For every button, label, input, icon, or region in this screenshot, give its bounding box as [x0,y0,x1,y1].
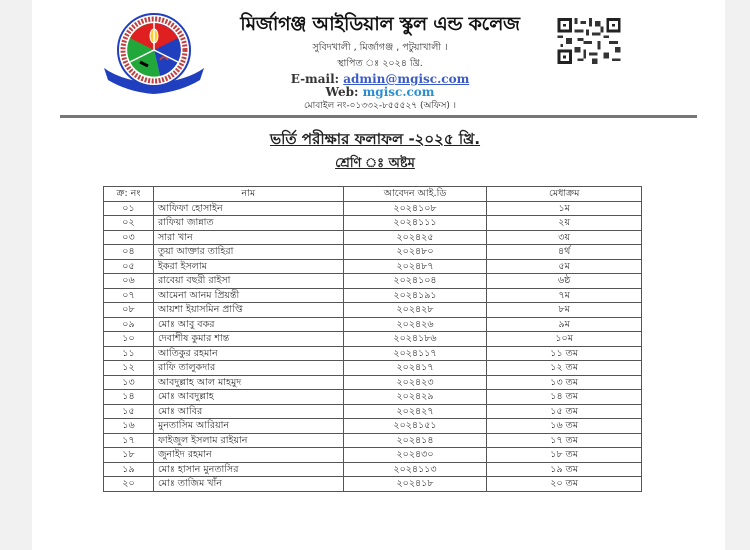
serial-cell: ১২ [104,361,154,376]
name-cell: তুয়া আক্তার তাহিরা [153,245,343,260]
application-id-cell: ২০২৪১১৭ [343,346,487,361]
application-id-cell: ২০২৪৮৭ [343,259,487,274]
name-cell: মোঃ হাসান মুনতাসির [153,462,343,477]
application-id-cell: ২০২৪১০৮ [343,201,487,216]
rank-cell: ১৭ তম [487,433,642,448]
name-cell: মুনতাসিম আরিয়ান [153,419,343,434]
name-cell: রাফি তালুকদার [153,361,343,376]
header-divider [60,115,697,118]
rank-cell: ১০ম [487,332,642,347]
rank-cell: ৯ম [487,317,642,332]
rank-cell: ১৮ তম [487,448,642,463]
rank-cell: ১৯ তম [487,462,642,477]
table-row [104,303,642,318]
column-header-application-id: আবেদন আই.ডি [343,187,487,202]
results-table [103,186,642,492]
name-cell: আফিফা হোসাইন [153,201,343,216]
name-cell: দেবাশীষ কুমার শান্ত [153,332,343,347]
serial-cell: ২০ [104,477,154,492]
application-id-cell: ২০২৪২৬ [343,317,487,332]
result-title: ভর্তি পরীক্ষার ফলাফল -২০২৫ খ্রি. [269,130,481,148]
rank-cell: ১৪ তম [487,390,642,405]
table-row [104,201,642,216]
school-address: সুবিদখালী , মির্জাগঞ্জ , পটুয়াখালী । [312,42,448,53]
rank-cell: ১৬ তম [487,419,642,434]
name-cell: মোঃ আবু বকর [153,317,343,332]
rank-cell: ১ম [487,201,642,216]
table-row [104,288,642,303]
rank-cell: ৫ম [487,259,642,274]
application-id-cell: ২০২৪২৮ [343,303,487,318]
application-id-cell: ২০২৪১৯১ [343,288,487,303]
name-cell: ইকরা ইসলাম [153,259,343,274]
table-row [104,332,642,347]
name-cell: মোঃ আবির [153,404,343,419]
table-row [104,245,642,260]
serial-cell: ০২ [104,216,154,231]
application-id-cell: ২০২৪২৭ [343,404,487,419]
serial-cell: ১০ [104,332,154,347]
rank-cell: ১২ তম [487,361,642,376]
web-line [222,85,538,99]
rank-cell: ৮ম [487,303,642,318]
web-link[interactable]: mgisc.com [362,85,435,99]
serial-cell: ১৩ [104,375,154,390]
rank-cell: ৬ষ্ঠ [487,274,642,289]
serial-cell: ০১ [104,201,154,216]
serial-cell: ০৩ [104,230,154,245]
school-emblem-icon [100,10,208,96]
name-cell: রাফিয়া জান্নাত [153,216,343,231]
rank-cell: ২য় [487,216,642,231]
serial-cell: ১৪ [104,390,154,405]
table-row [104,346,642,361]
table-row [104,477,642,492]
qr-code-icon [556,18,622,64]
email-link[interactable]: admin@mgisc.com [343,72,470,86]
table-row [104,274,642,289]
rank-cell: ১৩ তম [487,375,642,390]
column-header-rank: মেধাক্রম [487,187,642,202]
email-label: E-mail: [290,72,344,86]
name-cell: ফাইজুল ইসলাম রাইয়ান [153,433,343,448]
serial-cell: ১৬ [104,419,154,434]
table-row [104,317,642,332]
table-row [104,216,642,231]
table-row [104,375,642,390]
serial-cell: ০৫ [104,259,154,274]
application-id-cell: ২০২৪১৮৬ [343,332,487,347]
application-id-cell: ২০২৪২৩ [343,375,487,390]
serial-cell: ০৮ [104,303,154,318]
application-id-cell: ২০২৪১০৪ [343,274,487,289]
application-id-cell: ২০২৪২৯ [343,390,487,405]
rank-cell: ১৫ তম [487,404,642,419]
name-cell: জুনাইদ রহমান [153,448,343,463]
serial-cell: ০৯ [104,317,154,332]
rank-cell: ৪র্থ [487,245,642,260]
serial-cell: ০৭ [104,288,154,303]
email-line [222,72,538,86]
application-id-cell: ২০২৪৮০ [343,245,487,260]
table-row [104,462,642,477]
name-cell: আবদুল্লাহ আল মাহমুদ [153,375,343,390]
serial-cell: ১৫ [104,404,154,419]
name-cell: মোঃ আবদুল্লাহ [153,390,343,405]
table-header-row [104,187,642,202]
application-id-cell: ২০২৪১১১ [343,216,487,231]
serial-cell: ১৭ [104,433,154,448]
table-row [104,448,642,463]
application-id-cell: ২০২৪১৫১ [343,419,487,434]
table-row [104,230,642,245]
table-row [104,419,642,434]
name-cell: সারা খান [153,230,343,245]
name-cell: আমেনা আনম প্রিয়ন্তী [153,288,343,303]
serial-cell: ১১ [104,346,154,361]
application-id-cell: ২০২৪৩০ [343,448,487,463]
application-id-cell: ২০২৪১৪ [343,433,487,448]
application-id-cell: ২০২৪১৮ [343,477,487,492]
table-row [104,259,642,274]
serial-cell: ১৯ [104,462,154,477]
table-row [104,361,642,376]
mobile-number: মোবাইল নং-০১৩৩২-৮৫৫৫২৭ (অফিস) । [303,101,457,111]
name-cell: রাবেয়া বছরী রাইসা [153,274,343,289]
column-header-name: নাম [153,187,343,202]
application-id-cell: ২০২৪১১৩ [343,462,487,477]
serial-cell: ০৬ [104,274,154,289]
web-label: Web: [325,85,363,99]
established-year: স্থাপিত ঃ ২০২৪ খ্রি. [337,58,423,69]
name-cell: আয়শা ইয়াসমিন প্রাপ্তি [153,303,343,318]
school-name: মির্জাগঞ্জ আইডিয়াল স্কুল এন্ড কলেজ [240,13,520,35]
rank-cell: ২০ তম [487,477,642,492]
table-row [104,390,642,405]
serial-cell: ১৮ [104,448,154,463]
application-id-cell: ২০২৪২৫ [343,230,487,245]
rank-cell: ১১ তম [487,346,642,361]
name-cell: মোঃ তাজিম খাঁন [153,477,343,492]
class-subtitle: শ্রেণি ঃ অষ্টম [335,156,415,171]
table-row [104,433,642,448]
application-id-cell: ২০২৪১৭ [343,361,487,376]
table-row [104,404,642,419]
column-header-serial: ক্র: নং [104,187,154,202]
name-cell: আতিকুর রহমান [153,346,343,361]
rank-cell: ৭ম [487,288,642,303]
rank-cell: ৩য় [487,230,642,245]
serial-cell: ০৪ [104,245,154,260]
